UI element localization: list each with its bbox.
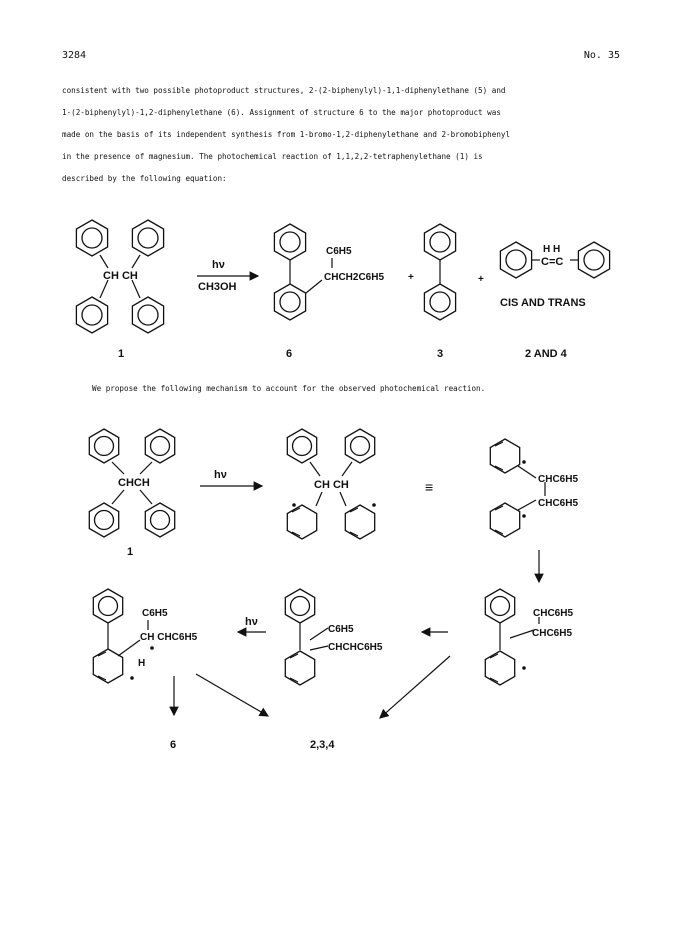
- phenyl-sub-label: C6H5: [142, 608, 168, 619]
- plus-sign: +: [478, 274, 484, 285]
- compound-number: 3: [437, 348, 444, 360]
- double-bond-label: C=C: [541, 256, 564, 268]
- reaction-equation: [0, 200, 680, 370]
- paragraph-intro: [62, 80, 628, 190]
- upper-chain-label: CHC6H5: [538, 474, 579, 485]
- journal-issue: No. 35: [583, 50, 620, 61]
- rearranged-intermediate: [485, 589, 573, 685]
- product-number: 6: [170, 739, 177, 751]
- text-line: described by the following equation:: [62, 174, 227, 183]
- condition-light: hν: [212, 259, 225, 271]
- mechanism-scheme: [0, 410, 680, 770]
- phenyl-sub-label: CHC6H5: [533, 608, 574, 619]
- compound-number: 2 AND 4: [525, 348, 567, 360]
- lower-chain-label: CHC6H5: [538, 498, 579, 509]
- chain-label: CH CH: [103, 270, 138, 282]
- chain-label: CHCH: [118, 477, 150, 489]
- product-numbers: 2,3,4: [310, 739, 335, 751]
- cyclic-intermediate: [285, 589, 383, 685]
- mechanism-start-structure: [89, 429, 174, 537]
- dihydro-intermediate: [93, 589, 197, 683]
- stilbene-structure: [500, 242, 609, 278]
- text-line: made on the basis of its independent synthesis from 1-bromo-1,2-diphenylethane and 2-bromobiphenyl: [62, 130, 511, 139]
- text-line: 1-(2-biphenylyl)-1,2-diphenylethane (6). Assignment of structure 6 to the major photoproduct was: [62, 108, 501, 117]
- cis-trans-label: CIS AND TRANS: [500, 297, 586, 309]
- text-line: We propose the following mechanism to account for the observed photochemical reaction.: [92, 384, 486, 393]
- lower-chain-label: CHCHC6H5: [328, 642, 383, 653]
- condition-solvent: CH3OH: [198, 281, 237, 293]
- hydrogen-labels: H H: [543, 244, 561, 255]
- biphenyl-structure: [424, 224, 455, 320]
- compound-number: 1: [127, 546, 134, 558]
- hydrogen-label: H: [138, 658, 146, 669]
- chain-label: CH CHC6H5: [140, 632, 198, 643]
- page-number: 3284: [62, 50, 87, 61]
- upper-chain-label: C6H5: [328, 624, 354, 635]
- reaction-arrow-diagonal: [196, 674, 268, 716]
- tetraphenylethane-structure: [76, 220, 163, 333]
- spiro-intermediate: [490, 439, 578, 537]
- text-line: in the presence of magnesium. The photochemical reaction of 1,1,2,2-tetraphenylethane (1) is: [62, 152, 483, 161]
- compound-number: 6: [286, 348, 293, 360]
- phenyl-sub-label: C6H5: [326, 246, 352, 257]
- paragraph-mechanism: [92, 378, 658, 400]
- reaction-arrow-diagonal: [380, 656, 450, 718]
- product-6-structure: [274, 224, 384, 320]
- chain-label: CH CH: [314, 479, 349, 491]
- chain-label: CHC6H5: [532, 628, 573, 639]
- equivalence-sign: ≡: [425, 479, 434, 495]
- condition-light: hν: [245, 616, 258, 628]
- chain-label: CHCH2C6H5: [324, 272, 385, 283]
- text-line: consistent with two possible photoproduct structures, 2-(2-biphenylyl)-1,1-diphenylethane (5) and: [62, 86, 506, 95]
- compound-number: 1: [118, 348, 125, 360]
- condition-light: hν: [214, 469, 227, 481]
- plus-sign: +: [408, 272, 414, 283]
- diradical-intermediate: [287, 429, 376, 539]
